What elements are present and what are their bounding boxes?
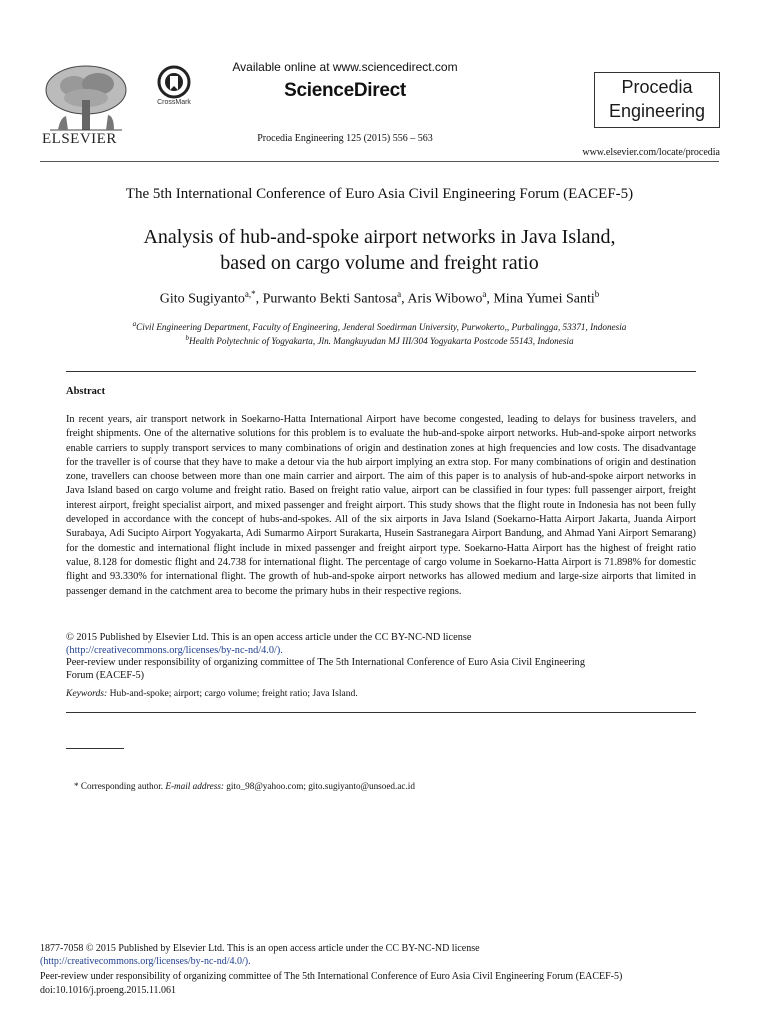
- author-name: Gito Sugiyanto: [159, 291, 245, 307]
- peer-review-text-cont: Forum (EACEF-5): [66, 669, 145, 681]
- abstract-body: In recent years, air transport network in Soekarno-Hatta International Airport have become congested, leading to delays for business travelers, and freight shipments. One of the alternative solutions for this problem is to evaluate the hub-and-spoke airport networks. Hub-and-spoke airport networks enable carriers to supply transport services to many combinations of origin and destination zones at high frequencies and low costs. The disadvantage for the traveller is of course that they have to make a detour via the hub airport implying an extra stop. For many combinations of origin and destination zone, travellers can choose between more than one main carrier and airport. The aim of this paper is to analysis of hub-and-spoke airport networks in Java Island based on cargo volume and freight ratio. Based on freight ratio value, airport can be classified in four types: full passenger airport, freight interest airport, freight specialist airport, and mixed passenger and freight airport. This study shows that the flight route in Indonesia has not been fully developed in accordance with the concept of hubs-and-spokes. All of the six airports in Java Island (Soekarno-Hatta Airport Jakarta, Juanda Airport Surabaya, Adi Sucipto Airport Yogyakarta, Adi Sumarmo Airport Surakarta, Husein Sastranegara Airport Bandung, and Ahmad Yani Airport Semarang) for the domestic and international flight include in mixed passenger and freight airport type. Soekarno-Hatta Airport has the highest of freight ratio value, 8.128 for domestic flight and 24.738 for international flight. The percentage of cargo volume in Soekarno-Hatta Airport is 71.898% for domestic flight and 93.330% for international flight. The growth of hub-and-spoke airport networks has allowed medium and large-size airports that limited in passenger demand in the catchment area to become the primary hubs in their respective regions.: [66, 414, 696, 597]
- conference-name: The 5th International Conference of Euro Asia Civil Engineering Forum (EACEF-5): [125, 186, 634, 202]
- footer-issn-text: 1877-7058 © 2015 Published by Elsevier Ltd. This is an open access article under the CC BY-NC-ND license: [40, 943, 480, 954]
- affiliation-text: Civil Engineering Department, Faculty of Engineering, Jenderal Soedirman University, Purwokerto,, Purbalingga, 53371, Indonesia: [136, 322, 627, 333]
- title-line-1: Analysis of hub-and-spoke airport networks in Java Island,: [143, 226, 616, 248]
- affiliation-a: [40, 320, 719, 332]
- publisher-name: ELSEVIER: [42, 131, 117, 147]
- footnote-rule: [66, 748, 124, 749]
- crossmark-label: CrossMark: [157, 99, 191, 106]
- author-name: Mina Yumei Santi: [493, 291, 595, 307]
- sciencedirect-brand[interactable]: ScienceDirect: [284, 80, 406, 101]
- keywords-list: Hub-and-spoke; airport; cargo volume; freight ratio; Java Island.: [109, 688, 358, 699]
- peer-review-text: Peer-review under responsibility of organizing committee of The 5th International Conference of Euro Asia Civil Engineering: [66, 657, 585, 668]
- journal-url[interactable]: www.elsevier.com/locate/procedia: [582, 147, 720, 158]
- footer-license-link[interactable]: (http://creativecommons.org/licenses/by-nc-nd/4.0/).: [40, 955, 251, 967]
- license-note: [66, 632, 696, 657]
- license-text: © 2015 Published by Elsevier Ltd. This is an open access article under the CC BY-NC-ND license: [66, 632, 472, 643]
- author-affiliation-marker: b: [594, 289, 600, 299]
- author-affiliation-marker: a: [482, 289, 487, 299]
- email-label: E-mail address:: [165, 781, 224, 791]
- abstract-top-rule: [66, 371, 696, 372]
- affiliation-b: [40, 334, 719, 346]
- corresponding-author-footnote: [74, 781, 415, 791]
- footnote-text: Corresponding author.: [80, 781, 164, 791]
- journal-title-line1: Procedia: [621, 77, 693, 97]
- email-addresses[interactable]: gito_98@yahoo.com; gito.sugiyanto@unsoed.ac.id: [226, 781, 415, 791]
- footnote-marker: *: [74, 781, 79, 791]
- peer-review-note: [66, 657, 696, 682]
- journal-title-line2: Engineering: [608, 101, 706, 121]
- author-affiliation-marker: a,*: [244, 289, 256, 299]
- affiliation-marker: a: [132, 320, 137, 328]
- available-online-text: Available online at www.sciencedirect.com: [232, 60, 458, 74]
- footer-doi[interactable]: doi:10.1016/j.proeng.2015.11.061: [40, 985, 177, 996]
- affiliation-marker: b: [185, 334, 189, 342]
- journal-title-box: [594, 72, 720, 128]
- author-separator: ,: [486, 291, 494, 307]
- journal-citation: Procedia Engineering 125 (2015) 556 – 563: [257, 133, 433, 144]
- affiliation-text: Health Polytechnic of Yogyakarta, Jln. Mangkuyudan MJ III/304 Yogyakarta Postcode 55143, Indonesia: [188, 336, 574, 347]
- author-name: Aris Wibowo: [407, 291, 483, 307]
- keywords-label: Keywords:: [66, 688, 108, 699]
- abstract-bottom-rule: [66, 712, 696, 713]
- author-separator: ,: [401, 291, 408, 307]
- author-affiliation-marker: a: [397, 289, 402, 299]
- header-divider: [40, 161, 719, 162]
- title-line-2: based on cargo volume and freight ratio: [220, 252, 539, 274]
- author-name: Purwanto Bekti Santosa: [262, 291, 398, 307]
- author-list: [40, 289, 719, 308]
- author-separator: ,: [255, 291, 263, 307]
- paper-title: [40, 224, 719, 276]
- license-link[interactable]: (http://creativecommons.org/licenses/by-nc-nd/4.0/).: [66, 644, 283, 656]
- keywords-line: [66, 688, 358, 699]
- footer-peer-review: Peer-review under responsibility of organizing committee of The 5th International Conference of Euro Asia Civil Engineering Forum (EACEF-5): [40, 971, 623, 982]
- abstract-heading: Abstract: [66, 386, 106, 397]
- footer-issn-license: [40, 943, 730, 968]
